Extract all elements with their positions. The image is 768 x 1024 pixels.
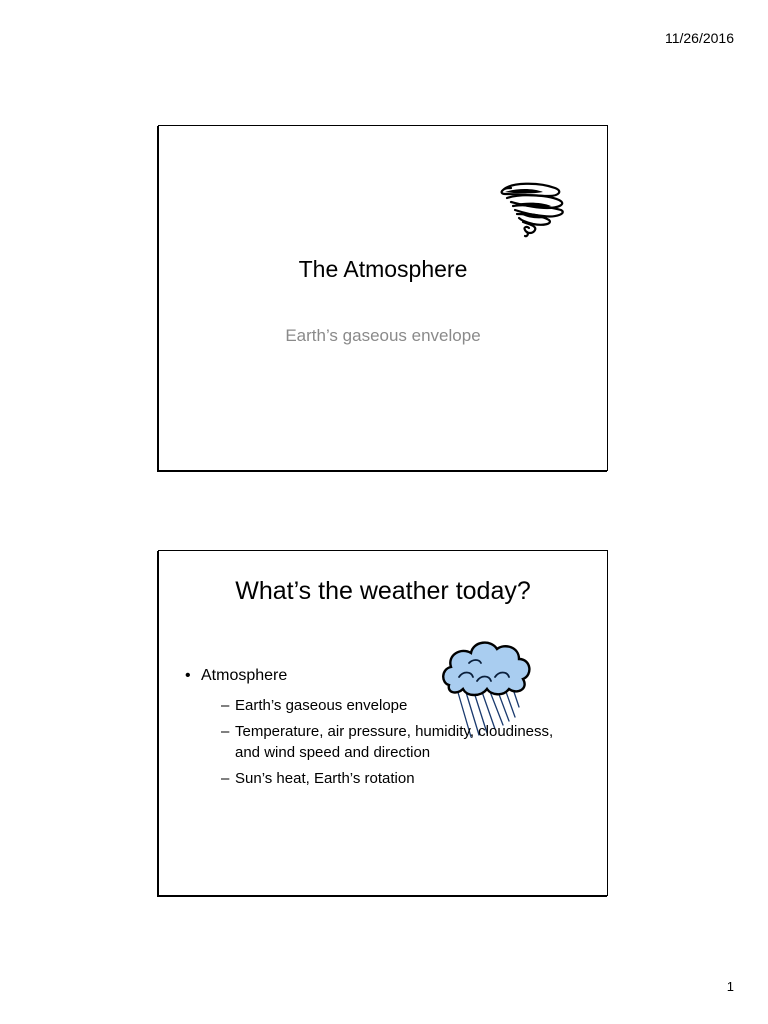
- sub-bullet: [221, 695, 581, 716]
- slide-1: [158, 125, 608, 471]
- sub-bullet-list: [221, 695, 581, 794]
- slide-2: [158, 550, 608, 896]
- tornado-icon: [497, 182, 569, 238]
- bullet-atmosphere: [185, 667, 287, 685]
- sub-bullet-text: Earth’s gaseous envelope: [235, 697, 408, 714]
- bullet-dot: •: [185, 667, 191, 684]
- sub-bullet-dash: –: [221, 697, 230, 714]
- sub-bullet-text: Temperature, air pressure, humidity, cloudiness, and wind speed and direction: [235, 723, 554, 761]
- bullet-text: Atmosphere: [201, 667, 288, 684]
- sub-bullet: [221, 768, 581, 789]
- sub-bullet: [221, 721, 581, 763]
- cloud-shape: [443, 643, 529, 695]
- slide-2-title: What’s the weather today?: [235, 577, 531, 605]
- slide-1-title: The Atmosphere: [298, 256, 468, 282]
- sub-bullet-dash: –: [221, 770, 230, 787]
- slide-1-subtitle: Earth’s gaseous envelope: [285, 326, 481, 345]
- page-number: 1: [726, 979, 734, 994]
- page-date: 11/26/2016: [664, 30, 734, 46]
- sub-bullet-text: Sun’s heat, Earth’s rotation: [235, 770, 415, 787]
- sub-bullet-dash: –: [221, 723, 230, 740]
